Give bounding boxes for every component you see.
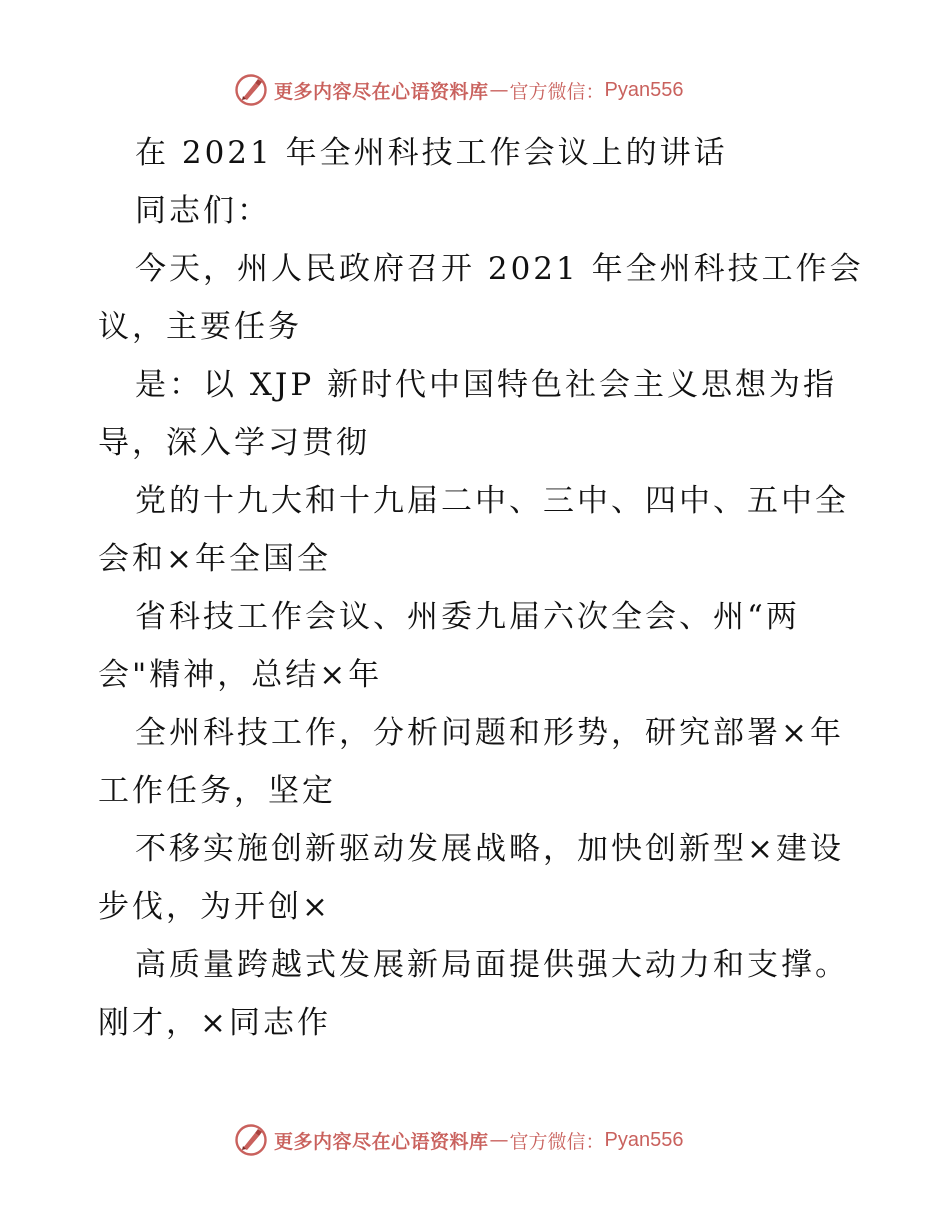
salutation: 同志们： [135, 193, 271, 229]
paragraph-line: 高质量跨越式发展新局面提供强大动力和支撑。 [135, 947, 849, 983]
paragraph-line: 议，主要任务 [98, 309, 302, 345]
paragraph-line: 今天，州人民政府召开 2021 年全州科技工作会 [135, 251, 864, 287]
paragraph-line: 省科技工作会议、州委九届六次全会、州“两 [135, 599, 800, 635]
paragraph-line: 不移实施创新驱动发展战略，加快创新型×建设 [135, 831, 844, 867]
watermark-main-text: 更多内容尽在心语资料库 [274, 1130, 489, 1153]
watermark-wechat-id: Pyan556 [604, 1128, 684, 1151]
footer-watermark [234, 1122, 684, 1158]
paragraph-line: 是：以 XJP 新时代中国特色社会主义思想为指 [135, 367, 838, 403]
paragraph-line: 步伐，为开创× [98, 889, 331, 925]
header-watermark [234, 72, 684, 108]
watermark-separator: — [489, 1129, 509, 1151]
watermark-wechat-label: 官方微信： [509, 80, 605, 103]
pen-seal-logo-icon [234, 1123, 268, 1157]
watermark-main-text: 更多内容尽在心语资料库 [274, 80, 489, 103]
paragraph-line: 党的十九大和十九届二中、三中、四中、五中全 [135, 483, 849, 519]
paragraph-line: 刚才，×同志作 [98, 1005, 331, 1041]
paragraph-line: 导，深入学习贯彻 [98, 425, 370, 461]
paragraph-line: 会"精神，总结×年 [98, 657, 383, 693]
watermark-wechat-id: Pyan556 [604, 78, 684, 101]
paragraph-line: 会和×年全国全 [98, 541, 331, 577]
watermark-wechat-label: 官方微信： [509, 1130, 605, 1153]
watermark-separator: — [489, 79, 509, 101]
document-title: 在 2021 年全州科技工作会议上的讲话 [135, 135, 728, 171]
paragraph-line: 全州科技工作，分析问题和形势，研究部署×年 [135, 715, 844, 751]
document-body [98, 124, 878, 1052]
pen-seal-logo-icon [234, 73, 268, 107]
paragraph-line: 工作任务，坚定 [98, 773, 336, 809]
